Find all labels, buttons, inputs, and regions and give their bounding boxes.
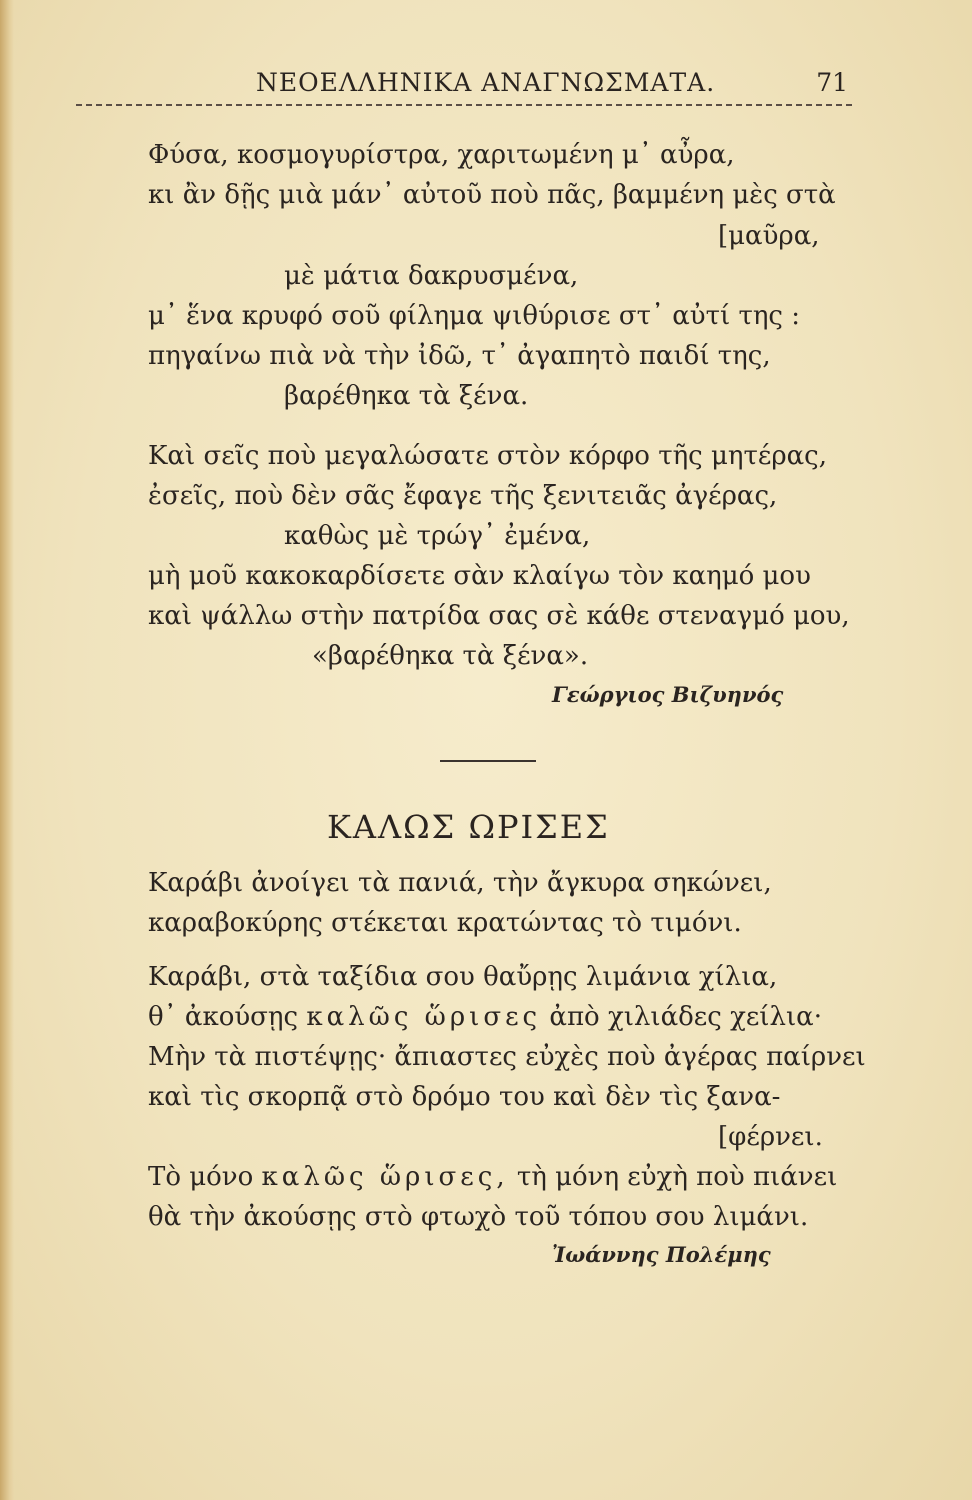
page-number: 71	[816, 68, 848, 97]
poem-line	[148, 1002, 822, 1032]
section-divider	[440, 760, 536, 762]
author-signature: Γεώργιος Βιζυηνός	[552, 682, 784, 707]
poem-line-continuation: [μαῦρα,	[718, 221, 820, 251]
poem-line-part: Τὸ μόνο	[148, 1162, 254, 1192]
poem-line-part: θ᾽ ἀκούσῃς	[148, 1002, 299, 1032]
poem-line: πηγαίνω πιὰ νὰ τὴν ἰδῶ, τ᾽ ἀγαπητὸ παιδί της,	[148, 341, 771, 371]
running-title: ΝΕΟΕΛΛΗΝΙΚΑ ΑΝΑΓΝΩΣΜΑΤΑ.	[256, 68, 716, 97]
poem-line: Μὴν τὰ πιστέψῃς· ἄπιαστες εὐχὲς ποὺ ἀγέρας παίρνει	[148, 1042, 866, 1072]
poem-line: Καὶ σεῖς ποὺ μεγαλώσατε στὸν κόρφο τῆς μητέρας,	[148, 441, 828, 471]
poem-line-continuation: [φέρνει.	[718, 1122, 823, 1152]
author-signature: Ἰωάννης Πολέμης	[552, 1242, 771, 1267]
poem-line: «βαρέθηκα τὰ ξένα».	[312, 641, 589, 671]
poem-line: μὴ μοῦ κακοκαρδίσετε σὰν κλαίγω τὸν καημό μου	[148, 561, 811, 591]
poem-line-part: τὴ μόνη εὐχὴ ποὺ πιάνει	[516, 1162, 838, 1192]
poem-line: μ᾽ ἕνα κρυφό σοῦ φίλημα ψιθύρισε στ᾽ αὐτί της :	[148, 301, 801, 331]
poem-line: κι ἂν δῇς μιὰ μάν᾽ αὐτοῦ ποὺ πᾶς, βαμμένη μὲς στὰ	[148, 180, 836, 210]
poem-line: Καράβι ἀνοίγει τὰ πανιά, τὴν ἄγκυρα σηκώνει,	[148, 868, 772, 898]
poem-line: καὶ τὶς σκορπᾷ στὸ δρόμο του καὶ δὲν τὶς ξανα-	[148, 1082, 781, 1112]
poem-line: ἐσεῖς, ποὺ δὲν σᾶς ἔφαγε τῆς ξενιτειᾶς ἀγέρας,	[148, 481, 778, 511]
poem-line-part: ἀπὸ χιλιάδες χείλια·	[549, 1002, 822, 1032]
emphasized-phrase: καλῶς ὥρισες	[306, 1002, 542, 1032]
header-rule	[76, 104, 852, 106]
poem-line: Καράβι, στὰ ταξίδια σου θαὔρῃς λιμάνια χίλια,	[148, 962, 778, 992]
poem-line: μὲ μάτια δακρυσμένα,	[284, 261, 579, 291]
poem-line: καὶ ψάλλω στὴν πατρίδα σας σὲ κάθε στεναγμό μου,	[148, 601, 850, 631]
page-edge	[0, 0, 14, 1500]
poem-line: καραβοκύρης στέκεται κρατώντας τὸ τιμόνι.	[148, 908, 742, 938]
poem-line: βαρέθηκα τὰ ξένα.	[284, 381, 529, 411]
poem-line: καθὼς μὲ τρώγ᾽ ἐμένα,	[284, 521, 591, 551]
page-header	[80, 62, 852, 102]
poem-line	[148, 1162, 837, 1192]
emphasized-phrase: καλῶς ὥρισες,	[261, 1162, 509, 1192]
poem-line: θὰ τὴν ἀκούσῃς στὸ φτωχὸ τοῦ τόπου σου λιμάνι.	[148, 1202, 809, 1232]
poem-line: Φύσα, κοσμογυρίστρα, χαριτωμένη μ᾽ αὖρα,	[148, 140, 735, 170]
poem-title: ΚΑΛΩΣ ΩΡΙΣΕΣ	[327, 808, 610, 846]
